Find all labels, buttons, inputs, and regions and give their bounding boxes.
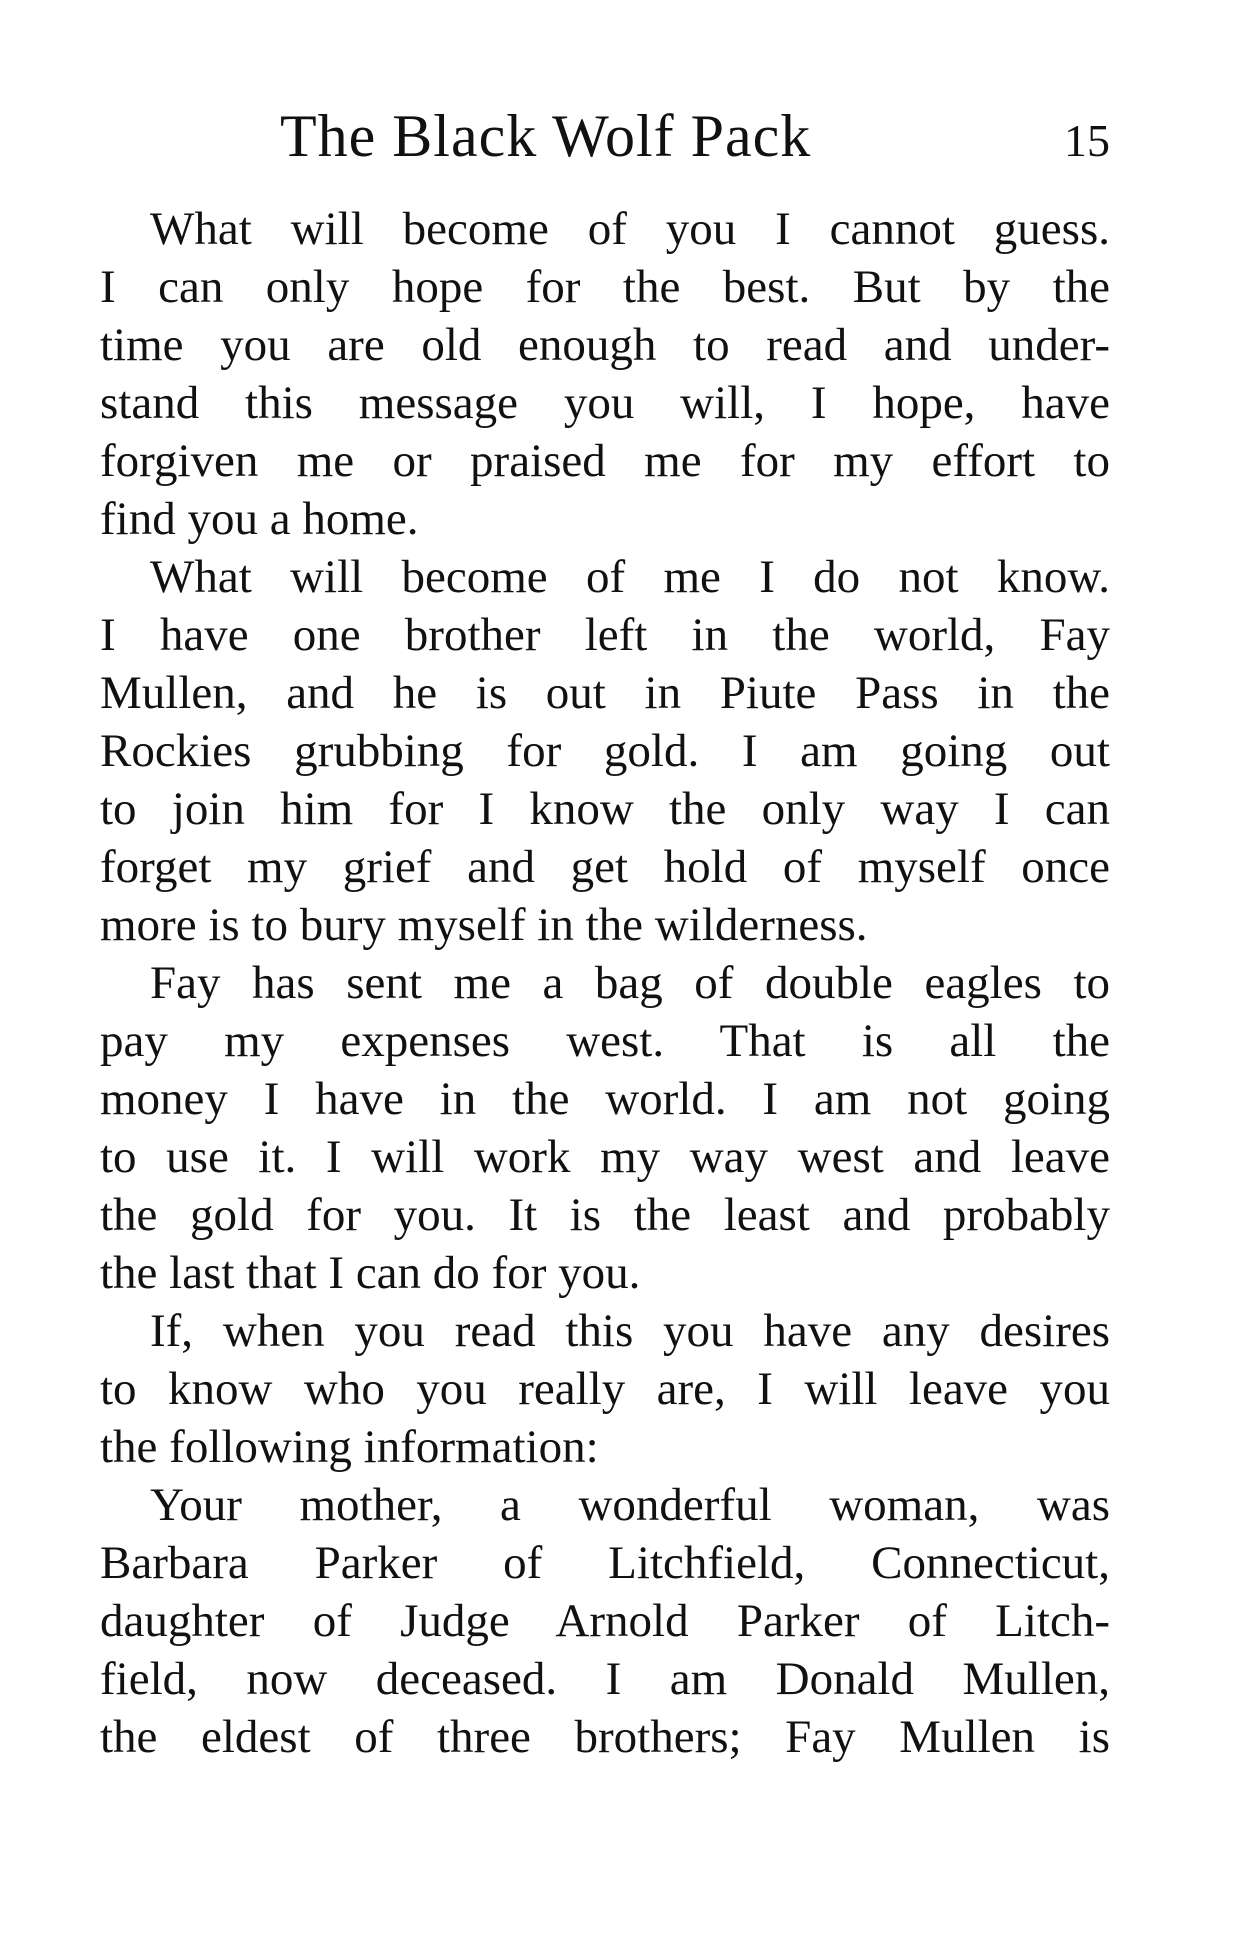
page-number: 15 (1064, 115, 1110, 166)
paragraph-1 (100, 200, 1110, 548)
text-line: the last that I can do for you. (100, 1247, 641, 1299)
text-line: I have one brother left in the world, Fay (100, 609, 1110, 661)
running-title: The Black Wolf Pack (280, 103, 812, 169)
text-line: to join him for I know the only way I can (100, 783, 1110, 835)
text-line: to use it. I will work my way west and leave (100, 1131, 1110, 1183)
running-head (100, 100, 1110, 200)
text-line: Fay has sent me a bag of double eagles to (150, 957, 1110, 1009)
text-line: pay my expenses west. That is all the (100, 1015, 1110, 1067)
text-line: What will become of me I do not know. (150, 551, 1110, 603)
text-line: I can only hope for the best. But by the (100, 261, 1110, 313)
text-line: Your mother, a wonderful woman, was (150, 1479, 1110, 1531)
paragraph-5 (100, 1476, 1110, 1766)
text-line: the gold for you. It is the least and probably (100, 1189, 1110, 1241)
text-line: find you a home. (100, 493, 419, 545)
text-line: What will become of you I cannot guess. (150, 203, 1110, 255)
text-line: to know who you really are, I will leave you (100, 1363, 1110, 1415)
text-line: forgiven me or praised me for my effort to (100, 435, 1110, 487)
text-line: money I have in the world. I am not going (100, 1073, 1110, 1125)
text-line: the eldest of three brothers; Fay Mullen is (100, 1711, 1110, 1763)
text-line: If, when you read this you have any desires (150, 1305, 1110, 1357)
text-line: daughter of Judge Arnold Parker of Litch- (100, 1595, 1110, 1647)
body-text (100, 200, 1110, 1766)
book-page (100, 100, 1110, 1766)
text-line: forget my grief and get hold of myself once (100, 841, 1110, 893)
text-line: Barbara Parker of Litchfield, Connecticut, (100, 1537, 1110, 1589)
text-line: Mullen, and he is out in Piute Pass in the (100, 667, 1110, 719)
text-line: the following information: (100, 1421, 599, 1473)
paragraph-2 (100, 548, 1110, 954)
paragraph-4 (100, 1302, 1110, 1476)
text-line: time you are old enough to read and under- (100, 319, 1110, 371)
text-line: more is to bury myself in the wilderness. (100, 899, 868, 951)
text-line: field, now deceased. I am Donald Mullen, (100, 1653, 1110, 1705)
text-line: stand this message you will, I hope, have (100, 377, 1110, 429)
text-line: Rockies grubbing for gold. I am going out (100, 725, 1110, 777)
paragraph-3 (100, 954, 1110, 1302)
